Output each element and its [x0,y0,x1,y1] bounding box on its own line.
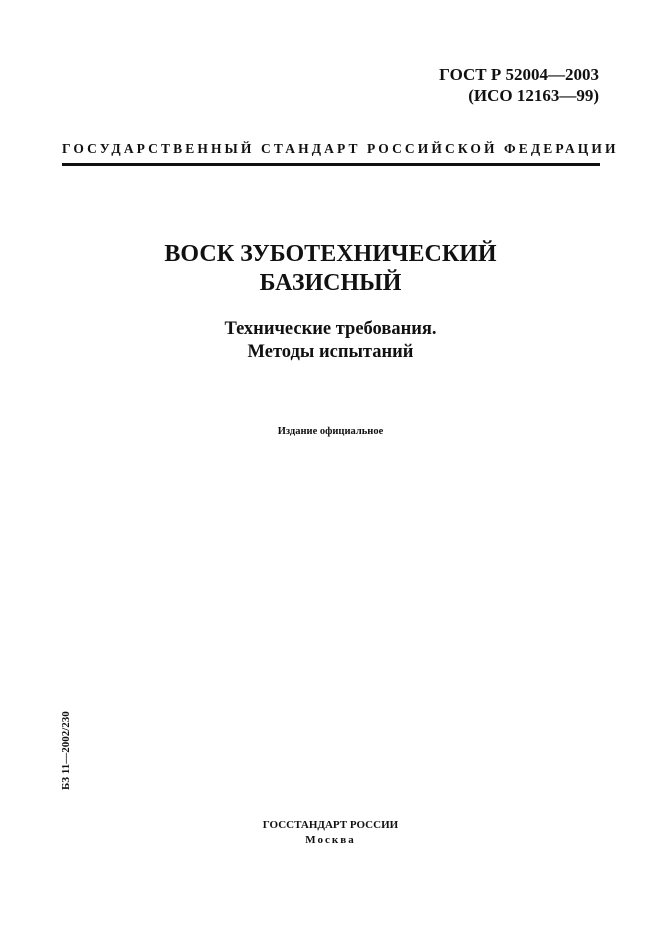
header-divider [62,163,600,166]
standard-number: ГОСТ Р 52004—2003 [439,65,599,84]
subtitle-line-1: Технические требования. [224,319,437,339]
publisher-city: Москва [305,834,356,846]
publisher-block [0,818,661,848]
organization-heading: ГОСУДАРСТВЕННЫЙ СТАНДАРТ РОССИЙСКОЙ ФЕДЕРАЦИИ [62,141,619,156]
standard-designation [439,64,599,106]
subtitle-line-2: Методы испытаний [247,342,414,362]
iso-equivalent: (ИСО 12163—99) [468,86,599,105]
document-title [0,240,661,298]
edition-label: Издание официальное [277,426,384,437]
document-subtitle [0,318,661,364]
title-line-2: БАЗИСНЫЙ [259,270,402,296]
side-code: БЗ 11—2002/230 [60,711,72,790]
publisher-name: ГОССТАНДАРТ РОССИИ [262,819,399,831]
title-line-1: ВОСК ЗУБОТЕХНИЧЕСКИЙ [164,241,497,267]
